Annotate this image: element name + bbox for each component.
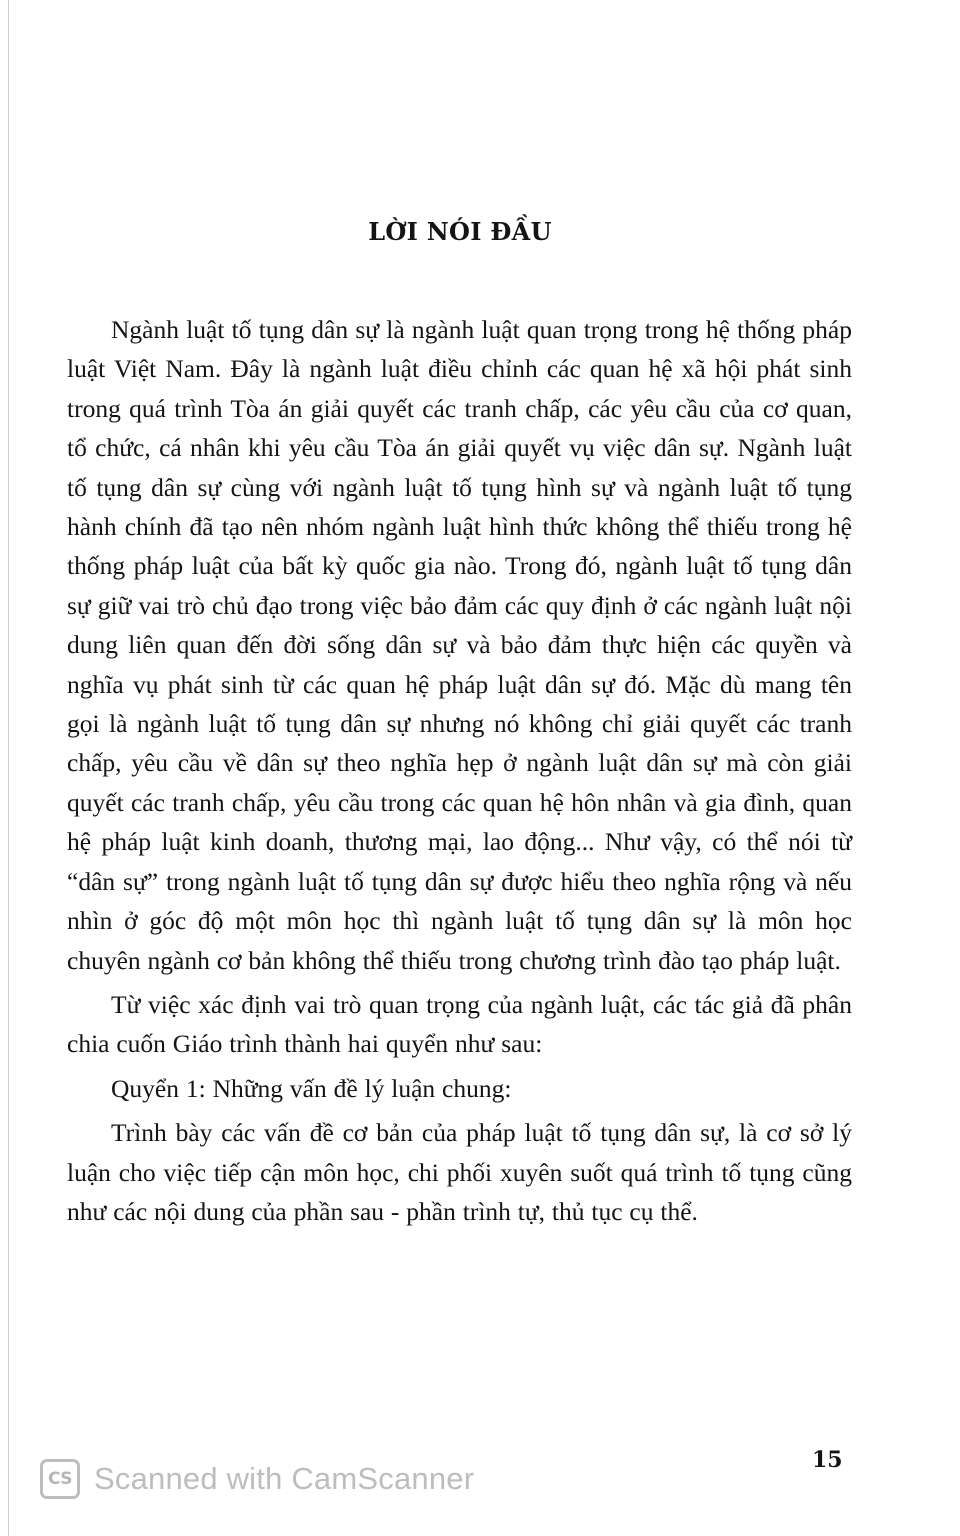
- page-number: 15: [812, 1447, 843, 1473]
- body-text: [67, 310, 852, 1236]
- camscanner-watermark: [40, 1459, 474, 1499]
- watermark-text: Scanned with CamScanner: [94, 1461, 475, 1496]
- paragraph-2: Từ việc xác định vai trò quan trọng của ngành luật, các tác giả đã phân chia cuốn Giáo trình thành hai quyển như sau:: [67, 989, 852, 1059]
- page-title: LỜI NÓI ĐẦU: [368, 217, 552, 246]
- paragraph-1: Ngành luật tố tụng dân sự là ngành luật quan trọng trong hệ thống pháp luật Việt Nam. Đây là ngành luật điều chỉnh các quan hệ xã hội phát sinh trong quá trình Tòa án giải quyết các tranh chấp, các yêu cầu của cơ quan, tổ chức, cá nhân khi yêu cầu Tòa án giải quyết vụ việc dân sự. Ngành luật tố tụng dân sự cùng với ngành luật tố tụng hình sự và ngành luật tố tụng hành chính đã tạo nên nhóm ngành luật hình thức không thể thiếu trong hệ thống pháp luật của bất kỳ quốc gia nào. Trong đó, ngành luật tố tụng dân sự giữ vai trò chủ đạo trong việc bảo đảm các quy định ở các ngành luật nội dung liên quan đến đời sống dân sự và bảo đảm thực hiện các quyền và nghĩa vụ phát sinh từ các quan hệ pháp luật dân sự đó. Mặc dù mang tên gọi là ngành luật tố tụng dân sự nhưng nó không chỉ giải quyết các tranh chấp, yêu cầu về dân sự theo nghĩa hẹp ở ngành luật dân sự mà còn giải quyết các tranh chấp, yêu cầu trong các quan hệ hôn nhân và gia đình, quan hệ pháp luật kinh doanh, thương mại, lao động... Như vậy, có thể nói từ “dân sự” trong ngành luật tố tụng dân sự được hiểu theo nghĩa rộng và nếu nhìn ở góc độ một môn học thì ngành luật tố tụng dân sự là môn học chuyên ngành cơ bản không thể thiếu trong chương trình đào tạo pháp luật.: [67, 315, 852, 975]
- camscanner-logo-icon: CS: [40, 1459, 80, 1499]
- paragraph-4: Trình bày các vấn đề cơ bản của pháp luật tố tụng dân sự, là cơ sở lý luận cho việc tiếp cận môn học, chi phối xuyên suốt quá trình tố tụng cũng như các nội dung của phần sau - phần trình tự, thủ tục cụ thể.: [67, 1118, 852, 1226]
- paragraph-3: Quyển 1: Những vấn đề lý luận chung:: [111, 1073, 512, 1103]
